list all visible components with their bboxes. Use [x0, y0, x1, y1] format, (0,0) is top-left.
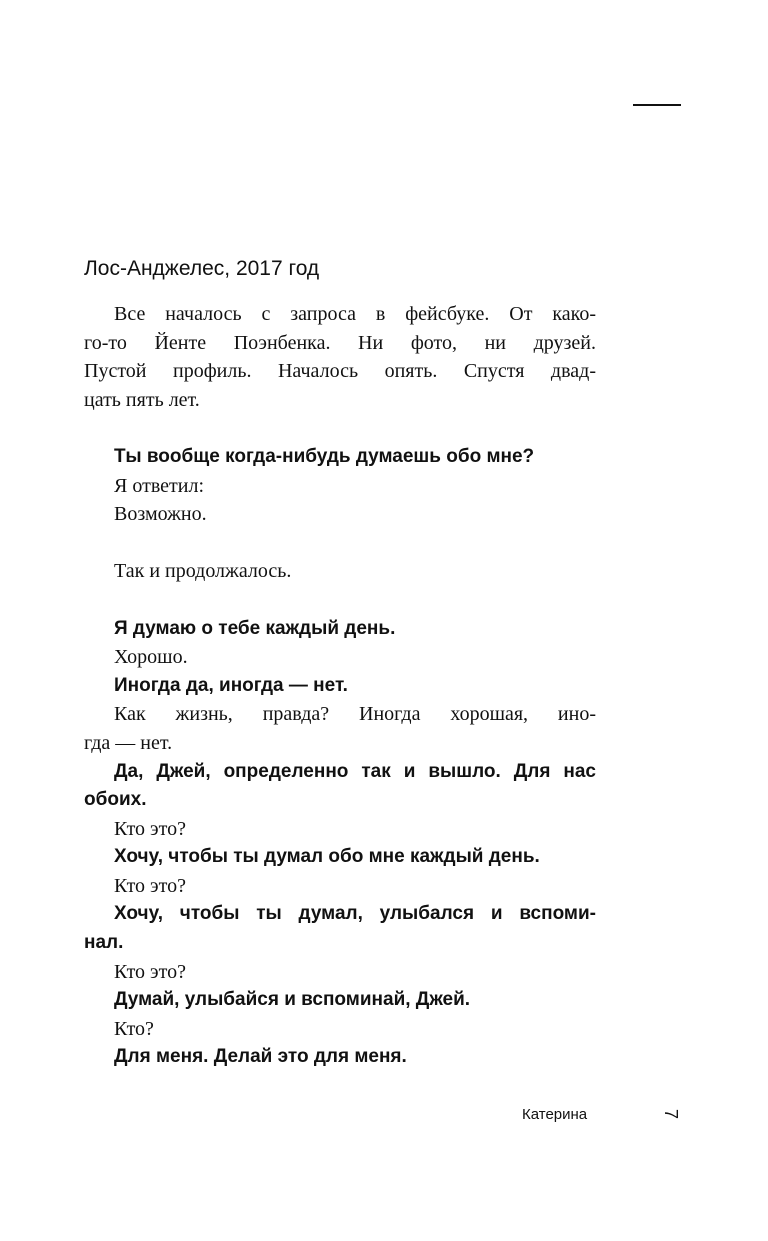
chapter-location-heading: Лос-Анджелес, 2017 год [84, 257, 320, 280]
body-text [84, 300, 596, 1072]
dialogue-first [84, 443, 596, 529]
top-rule-decoration [633, 104, 681, 106]
message-line: Хочу, чтобы ты думал, улыбался и вспоми- [114, 903, 596, 925]
message-line: Для меня. Делай это для меня. [114, 1046, 407, 1068]
reply-line: Хорошо. [114, 646, 188, 669]
text-line: го-то Йенте Поэнбенка. Ни фото, ни друзей. [84, 331, 596, 354]
paragraph-continued [84, 557, 596, 586]
reply-line: Кто это? [114, 817, 186, 840]
message-line: нал. [84, 932, 124, 954]
reply-line: Я ответил: [114, 474, 204, 497]
paragraph-gap [84, 414, 596, 443]
paragraph-gap [84, 529, 596, 558]
text-line: Все началось с запроса в фейсбуке. От како- [114, 303, 596, 325]
message-line: Хочу, чтобы ты думал обо мне каждый день. [114, 846, 540, 868]
reply-line: гда — нет. [84, 731, 173, 754]
message-line: Ты вообще когда-нибудь думаешь обо мне? [114, 445, 535, 467]
message-line: Да, Джей, определенно так и вышло. Для нас [114, 760, 596, 782]
reply-line: Возможно. [114, 503, 207, 526]
text-line: цать пять лет. [84, 388, 200, 411]
paragraph-gap [84, 586, 596, 615]
reply-line: Как жизнь, правда? Иногда хорошая, ино- [114, 703, 596, 726]
message-line: обоих. [84, 789, 147, 811]
message-line: Я думаю о тебе каждый день. [114, 617, 396, 639]
paragraph-request [84, 300, 596, 414]
reply-line: Кто? [114, 1017, 154, 1040]
message-line: Думай, улыбайся и вспоминай, Джей. [114, 989, 471, 1011]
reply-line: Кто это? [114, 960, 186, 983]
text-line: Пустой профиль. Началось опять. Спустя двад- [84, 360, 596, 383]
text-line: Так и продолжалось. [114, 560, 292, 583]
page-number: 7 [661, 1108, 681, 1119]
running-title: Катерина [522, 1106, 588, 1123]
reply-line: Кто это? [114, 874, 186, 897]
dialogue-second [84, 615, 596, 1073]
message-line: Иногда да, иногда — нет. [114, 674, 348, 696]
